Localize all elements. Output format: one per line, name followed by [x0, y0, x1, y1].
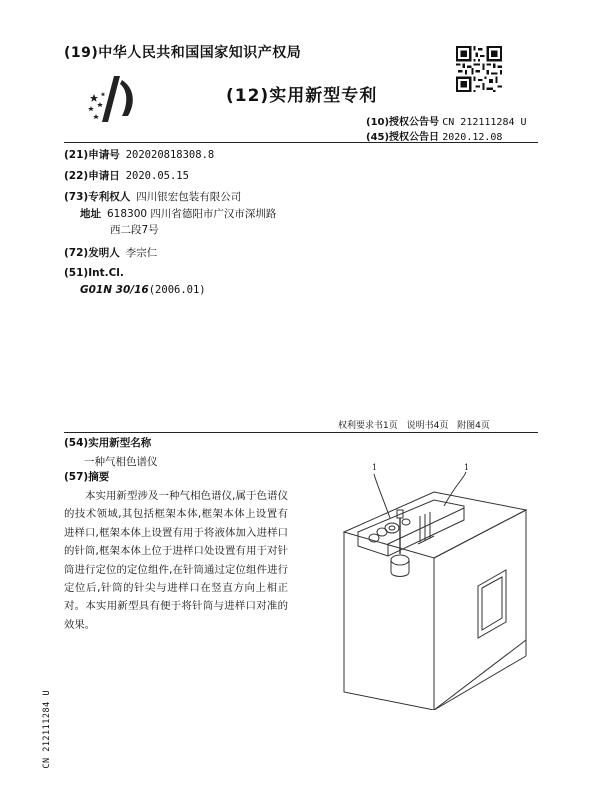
injection-port: [391, 555, 409, 565]
abstract-text: 本实用新型涉及一种气相色谱仪,属于色谱仪的技术领域,其包括框架本体,框架本体上设置有进样口,框架本体上设置有用于将液体加入进样口的针筒,框架本体上位于进样口处设置有用于对针筒进行定位的定位组件,在针筒通过定位组件进行定位后,针筒的针尖与进样口在竖直方向上相正对。本实用新型具有便于将针筒与进样口对准的效果。: [64, 490, 288, 631]
figure-label-right: 1: [464, 463, 470, 472]
int-cl-classification: [80, 284, 206, 296]
patent-office-header: (19)中华人民共和国国家知识产权局: [64, 45, 302, 61]
top-face: [344, 492, 526, 558]
cnipa-logo: [86, 72, 140, 128]
side-publication-number: CN 212111284 U: [42, 690, 52, 769]
utility-model-title-label: [64, 436, 151, 450]
application-date-field: [64, 169, 189, 183]
application-number-value: 202020818308.8: [125, 149, 215, 161]
publication-number-label: (10)授权公告号: [366, 117, 440, 128]
inventor-field: [64, 246, 157, 260]
patentee-field: [64, 190, 241, 204]
inventor-label: (72)发明人: [64, 247, 120, 259]
address-line-2: 西二段7号: [110, 224, 159, 236]
inventor-value: 李宗仁: [125, 247, 158, 259]
application-number-field: [64, 148, 214, 162]
document-type-title: (12)实用新型专利: [226, 86, 378, 106]
publication-number-value: CN 212111284 U: [442, 117, 527, 128]
int-cl-label: (51)Int.Cl.: [64, 267, 124, 279]
application-number-label: (21)申请号: [64, 149, 120, 161]
page-counts: 权利要求书1页 说明书4页 附图4页: [338, 421, 490, 431]
patentee-label: (73)专利权人: [64, 191, 131, 203]
figure-label-left: 1: [372, 463, 378, 472]
address-field: [80, 207, 276, 221]
address-label: 地址: [80, 208, 101, 220]
int-cl-field: [64, 266, 124, 280]
gas-chromatograph-figure: [330, 460, 530, 710]
application-date-value: 2020.05.15: [125, 170, 189, 182]
qr-code: [456, 46, 502, 92]
application-date-label: (22)申请日: [64, 170, 120, 182]
int-cl-code: G01N 30/16: [80, 284, 149, 296]
divider-middle: [64, 432, 538, 433]
dial-3: [385, 523, 399, 533]
divider-top: [64, 142, 538, 143]
control-panel: [358, 500, 464, 556]
utility-model-title-value: 一种气相色谱仪: [84, 456, 158, 468]
publication-number-row: [366, 113, 527, 128]
abstract-label: [64, 470, 109, 484]
dial-4: [402, 519, 410, 525]
patentee-value: 四川银宏包装有限公司: [136, 191, 242, 203]
publication-date-label: (45)授权公告日: [366, 132, 440, 143]
address-line-1: 618300 四川省德阳市广汉市深圳路: [107, 208, 277, 220]
title-label-text: (54)实用新型名称: [64, 437, 152, 449]
int-cl-version: (2006.01): [148, 284, 206, 296]
publication-date-value: 2020.12.08: [442, 132, 503, 143]
abstract-label-text: (57)摘要: [64, 471, 110, 483]
publication-date-row: [366, 128, 502, 143]
